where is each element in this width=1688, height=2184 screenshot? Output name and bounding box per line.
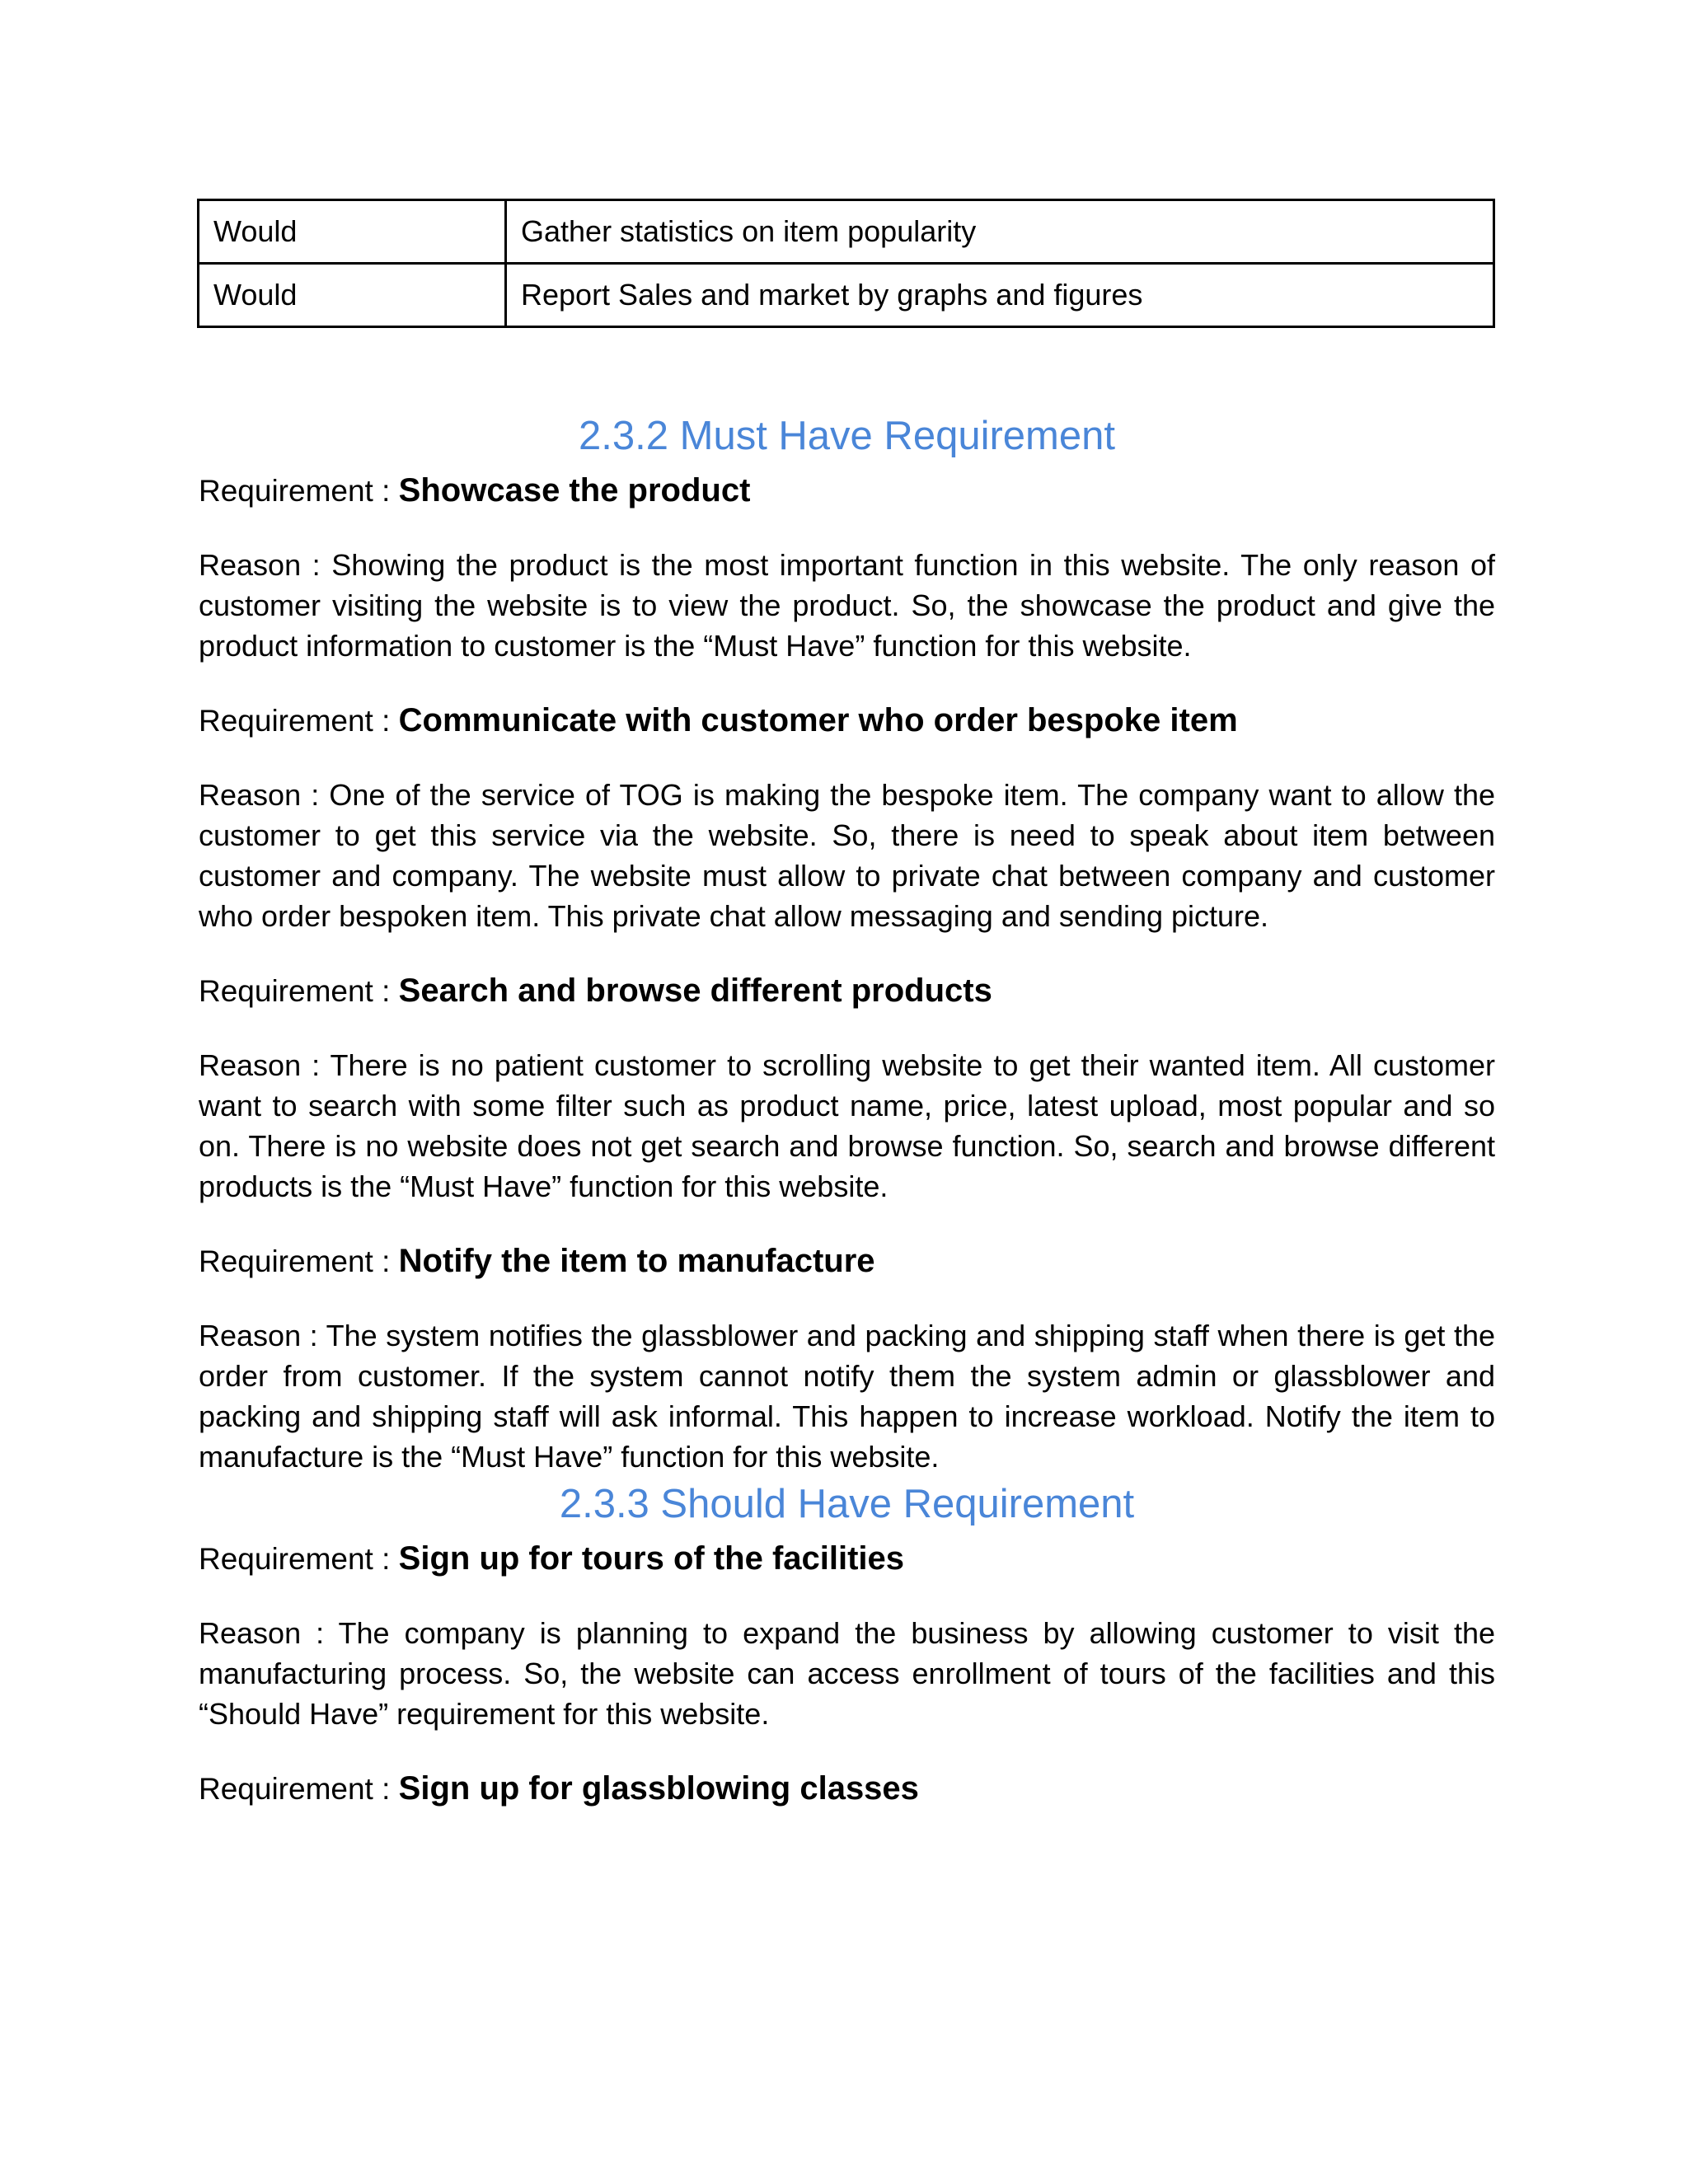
- requirement-title: Sign up for tours of the facilities: [398, 1540, 905, 1577]
- requirement-line: [199, 1531, 1495, 1586]
- requirement-cell: Gather statistics on item popularity: [506, 200, 1494, 264]
- requirement-label: Requirement :: [199, 1542, 399, 1576]
- requirement-title: Showcase the product: [398, 472, 751, 509]
- requirement-title: Communicate with customer who order bespoke item: [398, 702, 1238, 738]
- reason-paragraph: Reason : The company is planning to expand the business by allowing customer to visit the manufacturing process. So, the website can access enrollment of tours of the facilities and this “Should Have” requirement for this website.: [199, 1616, 1495, 1731]
- requirement-label: Requirement :: [199, 704, 399, 738]
- requirement-title: Search and browse different products: [398, 972, 992, 1009]
- reason-paragraph: Reason : One of the service of TOG is making the bespoke item. The company want to allow the customer to get this service via the website. So, there is need to speak about item between customer and company. The website must allow to private chat between company and customer who order bespoken item. This private chat allow messaging and sending picture.: [199, 778, 1495, 933]
- table-row: [199, 200, 1494, 264]
- requirements-table: [197, 199, 1495, 328]
- requirement-label: Requirement :: [199, 1772, 399, 1806]
- requirement-label: Requirement :: [199, 474, 399, 508]
- requirement-label: Requirement :: [199, 1244, 399, 1278]
- requirement-title: Sign up for glassblowing classes: [398, 1770, 919, 1807]
- priority-cell: Would: [199, 264, 506, 327]
- requirement-line: [199, 693, 1495, 748]
- reason-paragraph: Reason : There is no patient customer to scrolling website to get their wanted item. All customer want to search with some filter such as product name, price, latest upload, most popular and so on. There is no website does not get search and browse function. So, search and browse different products is the “Must Have” function for this website.: [199, 1048, 1495, 1203]
- requirement-line: [199, 463, 1495, 518]
- reason-paragraph: Reason : The system notifies the glassblower and packing and shipping staff when there is get the order from customer. If the system cannot notify them the system admin or glassblower and packing and shipping staff will ask informal. This happen to increase workload. Notify the item to manufacture is the “Must Have” function for this website.: [199, 1319, 1495, 1474]
- requirement-cell: Report Sales and market by graphs and figures: [506, 264, 1494, 327]
- priority-cell: Would: [199, 200, 506, 264]
- document-body: [199, 409, 1495, 1816]
- requirement-line: [199, 1761, 1495, 1816]
- table-row: [199, 264, 1494, 327]
- requirement-line: [199, 1234, 1495, 1289]
- requirement-line: [199, 963, 1495, 1019]
- section-heading-must-have: 2.3.2 Must Have Requirement: [579, 414, 1115, 458]
- requirement-label: Requirement :: [199, 974, 399, 1008]
- reason-paragraph: Reason : Showing the product is the most important function in this website. The only reason of customer visiting the website is to view the product. So, the showcase the product and give the product information to customer is the “Must Have” function for this website.: [199, 548, 1495, 663]
- requirement-title: Notify the item to manufacture: [398, 1243, 875, 1279]
- section-heading-should-have: 2.3.3 Should Have Requirement: [559, 1482, 1135, 1526]
